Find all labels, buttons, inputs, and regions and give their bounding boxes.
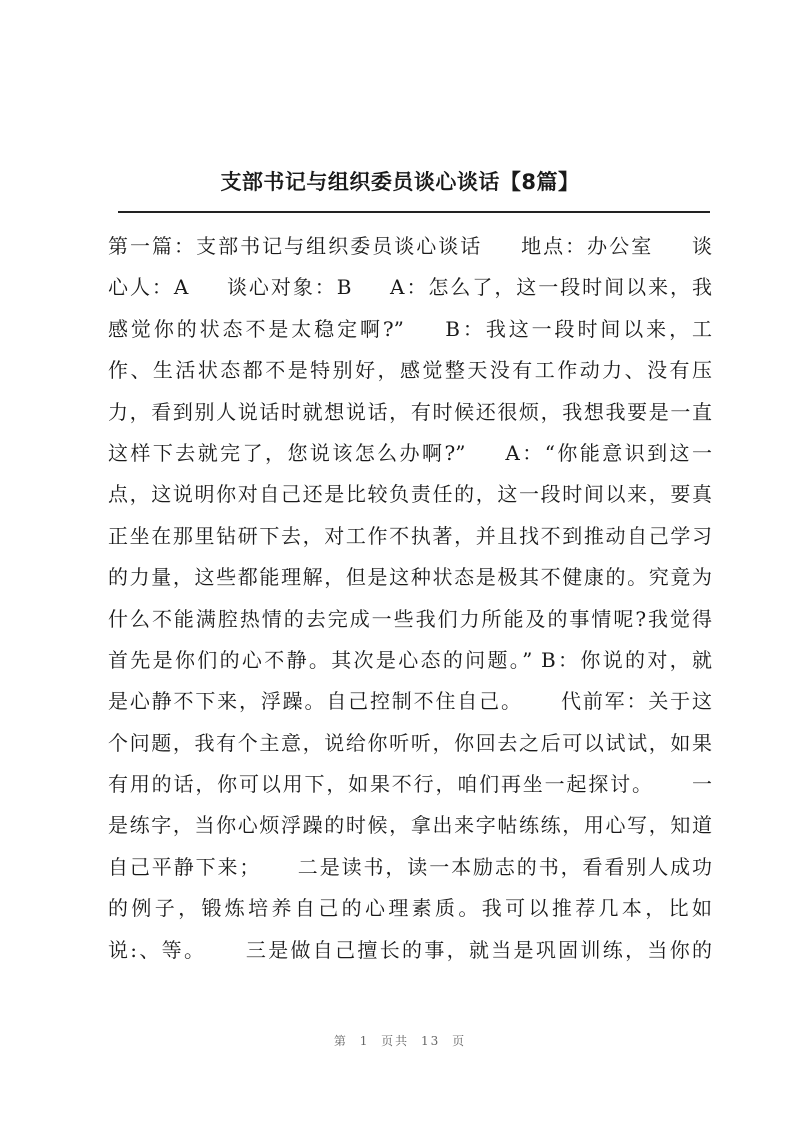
- body-line: 什么不能满腔热情的去完成一些我们力所能及的事情呢?我觉得: [108, 606, 712, 631]
- body-line: 这样下去就完了，您说该怎么办啊?” A：“你能意识到这一: [108, 440, 712, 465]
- body-line: 自己平静下来； 二是读书，读一本励志的书，看看别人成功: [108, 854, 712, 879]
- body-line: 是练字，当你心烦浮躁的时候，拿出来字帖练练，用心写，知道: [108, 813, 712, 838]
- body-line: 有用的话，你可以用下，如果不行，咱们再坐一起探讨。 一: [108, 772, 712, 797]
- body-line: 是心静不下来，浮躁。自己控制不住自己。 代前军：关于这: [108, 689, 712, 714]
- body-line: 的力量，这些都能理解，但是这种状态是极其不健康的。究竟为: [108, 565, 712, 590]
- body-line: 作、生活状态都不是特别好，感觉整天没有工作动力、没有压: [108, 358, 712, 383]
- page-footer: 第 1 页共 13 页: [333, 1034, 467, 1048]
- body-line: 说:、等。 三是做自己擅长的事，就当是巩固训练，当你的: [108, 937, 712, 962]
- body-line: 感觉你的状态不是太稳定啊?” B：我这一段时间以来，工: [108, 316, 712, 341]
- document-title: 支部书记与组织委员谈心谈话【8篇】: [220, 170, 580, 194]
- body-line: 力，看到别人说话时就想说话，有时候还很烦，我想我要是一直: [108, 399, 712, 424]
- title-divider: [118, 211, 710, 213]
- body-line: 正坐在那里钻研下去，对工作不执著，并且找不到推动自己学习: [108, 523, 712, 548]
- body-line: 的例子，锻炼培养自己的心理素质。我可以推荐几本，比如: [108, 896, 712, 921]
- document-body: [108, 226, 712, 971]
- body-line: 第一篇：支部书记与组织委员谈心谈话 地点：办公室 谈: [108, 234, 712, 258]
- body-line: 个问题，我有个主意，说给你听听，你回去之后可以试试，如果: [108, 730, 712, 755]
- body-line: 点，这说明你对自己还是比较负责任的，这一段时间以来，要真: [108, 482, 712, 507]
- body-line: 心人：A 谈心对象：B A：怎么了，这一段时间以来，我: [108, 275, 712, 300]
- body-line: 首先是你们的心不静。其次是心态的问题。” B：你说的对，就: [108, 647, 712, 672]
